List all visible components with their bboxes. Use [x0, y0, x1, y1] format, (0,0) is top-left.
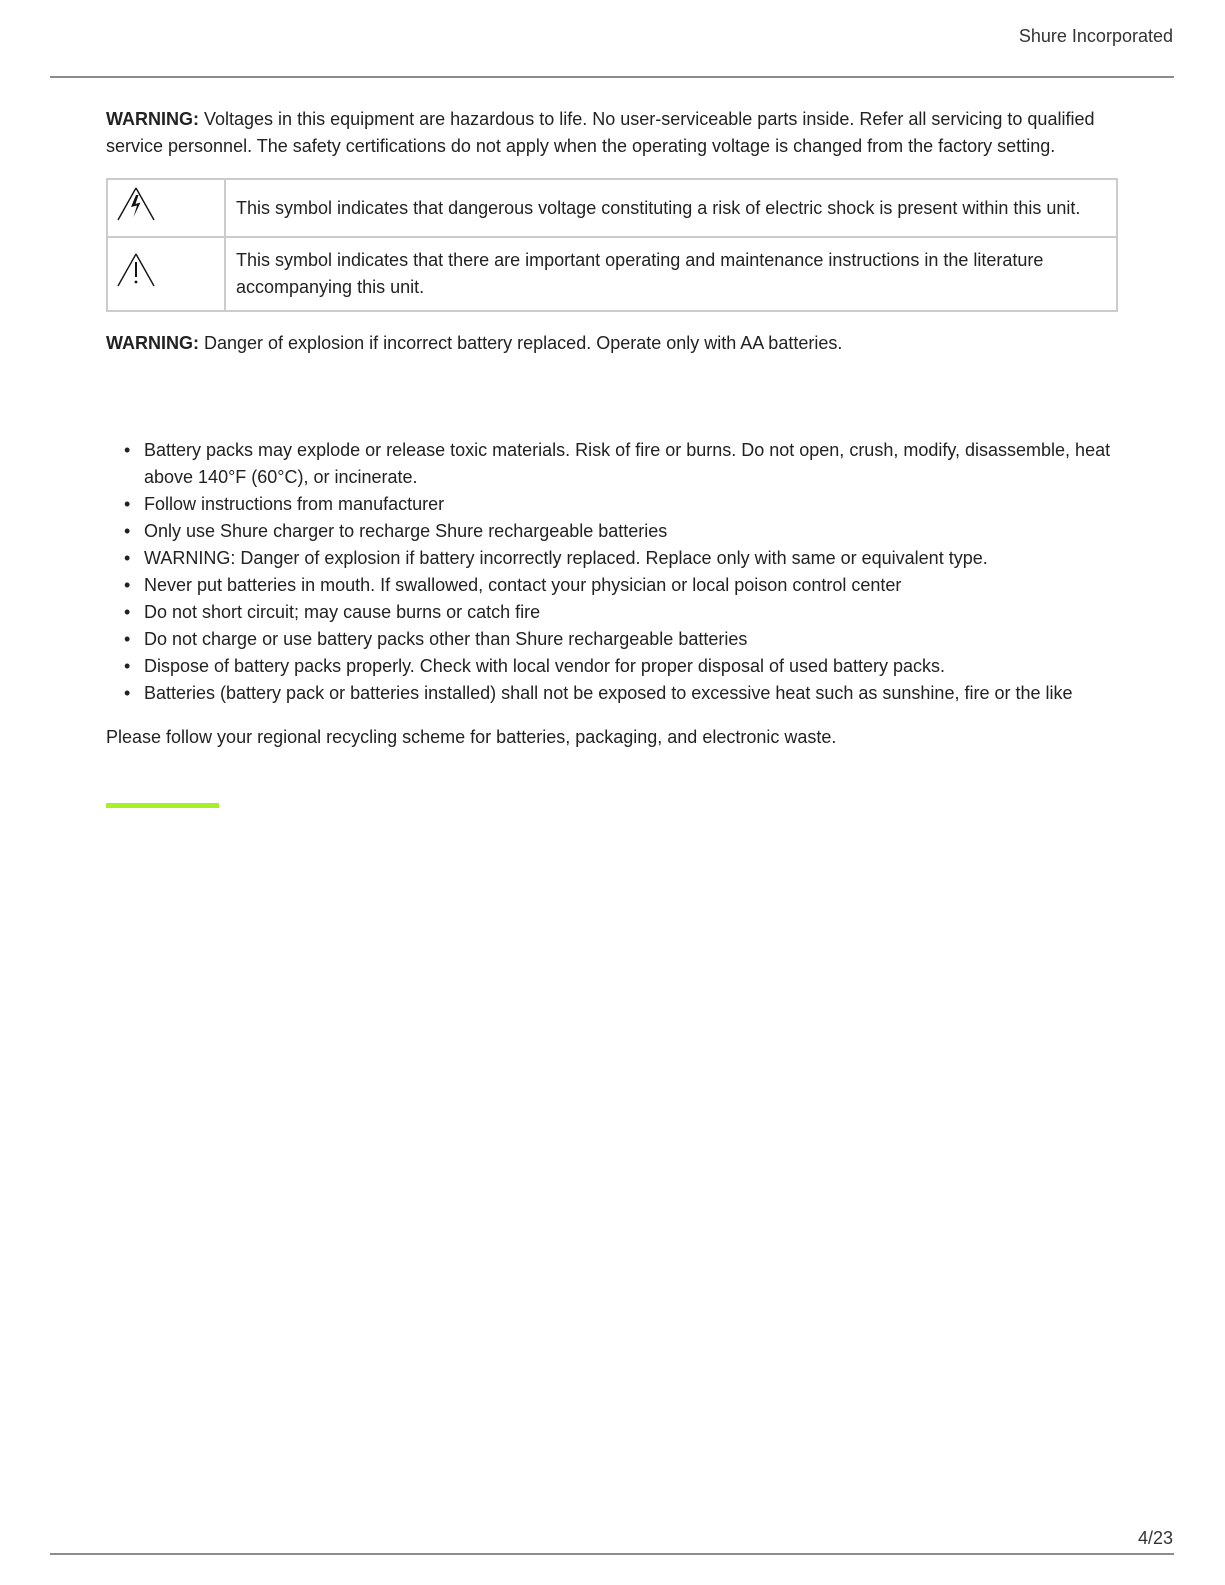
bullet: •	[124, 440, 131, 460]
bullet: •	[124, 683, 131, 703]
list-item	[106, 518, 1118, 545]
warning-voltage-paragraph	[106, 106, 1118, 160]
footer-divider	[50, 1553, 1174, 1555]
warning-label: WARNING:	[106, 109, 199, 129]
list-item-text: Battery packs may explode or release toxic materials. Risk of fire or burns. Do not open, crush, modify, disassemble, heat above 140°F (60°C), or incinerate.	[144, 440, 1111, 487]
warning-battery-paragraph	[106, 330, 1118, 357]
safety-symbols-table	[106, 178, 1118, 312]
document-body	[106, 106, 1118, 751]
list-item-text: Follow instructions from manufacturer	[144, 494, 445, 514]
symbol-icon-cell	[107, 237, 225, 311]
list-item	[106, 653, 1118, 680]
bullet: •	[124, 548, 131, 568]
recycling-paragraph: Please follow your regional recycling scheme for batteries, packaging, and electronic waste.	[106, 727, 837, 747]
list-item-text: Only use Shure charger to recharge Shure rechargeable batteries	[144, 521, 668, 541]
page-number: 4/23	[1137, 1528, 1173, 1548]
symbol-icon-cell	[107, 179, 225, 237]
list-item	[106, 626, 1118, 653]
list-item	[106, 680, 1118, 707]
table-row	[107, 179, 1117, 237]
list-item-text: Never put batteries in mouth. If swallowed, contact your physician or local poison control center	[144, 575, 902, 595]
bullet: •	[124, 575, 131, 595]
list-item-text: Do not short circuit; may cause burns or catch fire	[144, 602, 541, 622]
lightning-warning-triangle-icon	[116, 186, 156, 222]
list-item	[106, 437, 1118, 491]
list-item	[106, 491, 1118, 518]
table-row	[107, 237, 1117, 311]
list-item-text: WARNING: Danger of explosion if battery incorrectly replaced. Replace only with same or equivalent type.	[144, 548, 988, 568]
list-item	[106, 545, 1118, 572]
symbol-description: This symbol indicates that there are important operating and maintenance instructions in the literature accompanying this unit.	[225, 237, 1117, 311]
bullet: •	[124, 629, 131, 649]
accent-bar	[106, 803, 219, 808]
list-item-text: Dispose of battery packs properly. Check with local vendor for proper disposal of used battery packs.	[144, 656, 946, 676]
bullet: •	[124, 602, 131, 622]
warning-label: WARNING:	[106, 333, 199, 353]
warning-voltage-text: Voltages in this equipment are hazardous to life. No user-serviceable parts inside. Refer all servicing to qualified service personnel. The safety certifications do not apply when the operating voltage is changed from the factory setting.	[106, 109, 1095, 156]
bullet: •	[124, 494, 131, 514]
battery-safety-list	[106, 437, 1118, 707]
list-item	[106, 599, 1118, 626]
list-item	[106, 572, 1118, 599]
list-item-text: Do not charge or use battery packs other than Shure rechargeable batteries	[144, 629, 748, 649]
bullet: •	[124, 656, 131, 676]
symbol-description: This symbol indicates that dangerous voltage constituting a risk of electric shock is present within this unit.	[225, 179, 1117, 237]
bullet: •	[124, 521, 131, 541]
list-item-text: Batteries (battery pack or batteries installed) shall not be exposed to excessive heat such as sunshine, fire or the like	[144, 683, 1073, 703]
warning-battery-text: Danger of explosion if incorrect battery replaced. Operate only with AA batteries.	[199, 333, 843, 353]
header-company-name: Shure Incorporated	[1018, 26, 1173, 46]
header-divider	[50, 76, 1174, 78]
exclamation-warning-triangle-icon	[116, 252, 156, 288]
